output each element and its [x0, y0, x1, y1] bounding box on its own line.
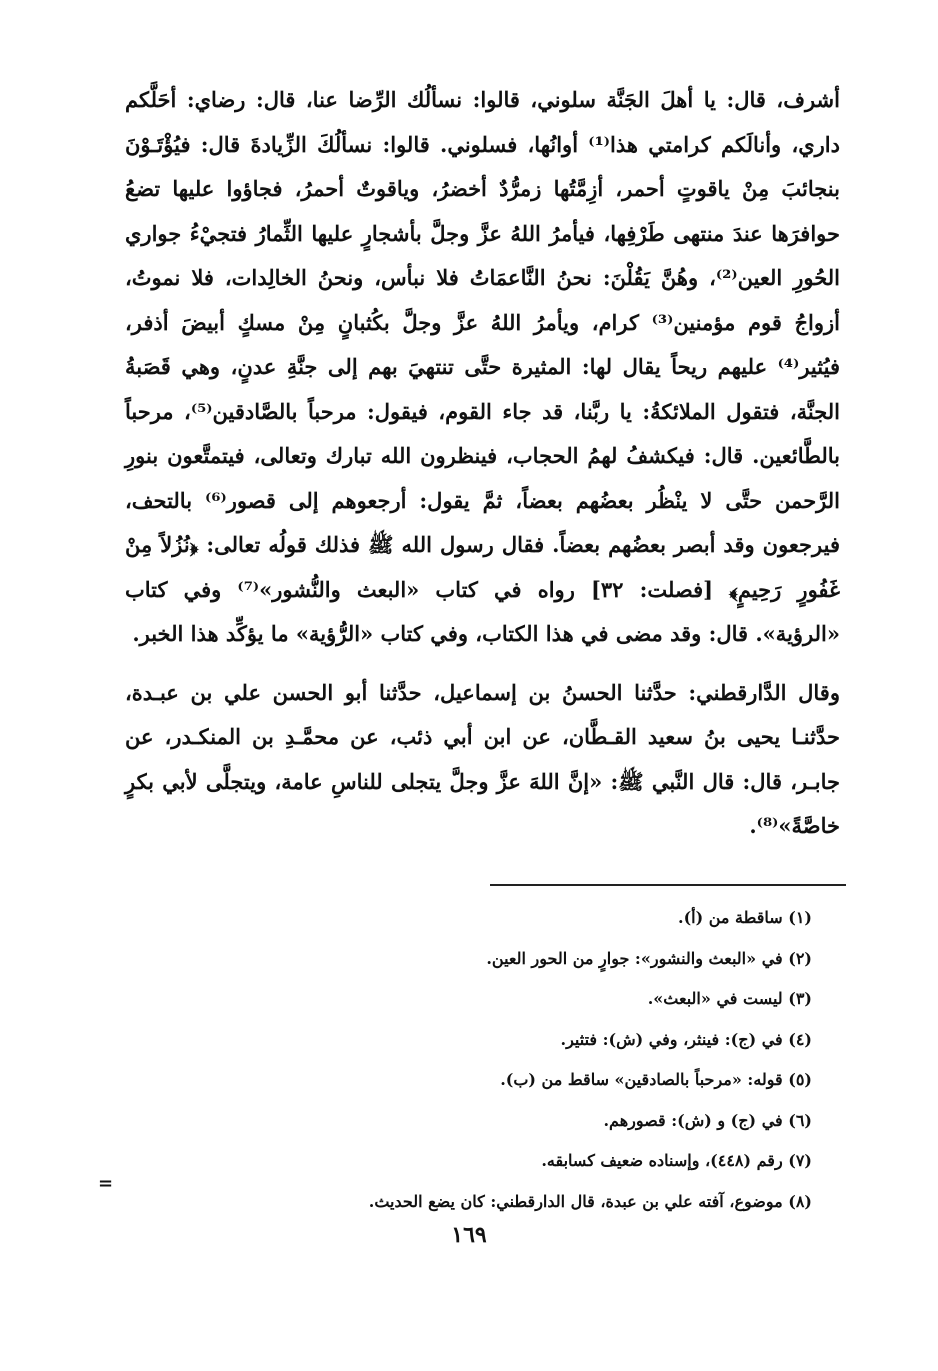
main-text — [125, 78, 840, 849]
footnote-4: (٤) في (ج): فينثر، وفي (ش): فتثير. — [560, 1029, 812, 1049]
footnote-3: (٣) ليست في «البعث». — [647, 989, 812, 1008]
page-number: ١٦٩ — [451, 1222, 487, 1248]
paragraph-2: وقال الدَّارقطني: حدَّثنا الحسنُ بن إسماعيل، حدَّثنا أبو الحسن علي بن عبـدة، حدَّثنـا يحيى بنُ سعيد القـطَّان، عن ابن أبي ذئب، عن محمَّـدِ بن المنكـدر، عن جابـر، قال: قال النَّبي ﷺ: «إنَّ اللهَ عزَّ وجلَّ يتجلى للناسِ عامة، ويتجلَّى لأبي بكرٍ خاصَّةً»⁽⁸⁾. — [125, 679, 840, 838]
footnote-separator — [490, 884, 846, 886]
footnote-8: (٨) موضوع، آفته علي بن عبدة، قال الدارقطني: كان يضع الحديث. — [368, 1191, 812, 1211]
footnote-6: (٦) في (ج) و (ش): قصورهم. — [603, 1110, 812, 1130]
paragraph-1: أشرف، قال: يا أهلَ الجَنَّة سلوني، قالوا: نسألُك الرِّضا عنا، قال: رضاي: أحَلَّكم داري، وأنالَكم كرامتي هذا⁽¹⁾ أوانُها، فسلوني. قالوا: نسألُكَ الزِّيادةَ قال: فيُؤْتَـوْنَ بنجائبَ مِنْ ياقوتٍ أحمر، أزِمَّتُها زمرُّدٌ أخضرُ، وياقوتٌ أحمرُ، فجاؤوا عليها تضعُ حوافرَها عندَ منتهى طَرْفِها، فيأمرُ اللهُ عزَّ وجلَّ بأشجارٍ عليها الثِّمارُ فتجيْءُ جواري الحُورِ العين⁽²⁾، وهُنَّ يَقُلْنَ: نحنُ النَّاعمَاتُ فلا نبأس، ونحنُ الخالِدات، فلا نموتُ، أزواجُ قوم مؤمنين⁽³⁾ كرام، ويأمرُ اللهُ عزَّ وجلَّ بكُثبانٍ مِنْ مسكٍ أبيضَ أذفر، فيُثير⁽⁴⁾ عليهم ريحاً يقال لها: المثيرة حتَّى تنتهيَ بهم إلى جنَّةِ عدنٍ، وهي قَصَبةُ الجنَّة، فتقول الملائكةُ: يا ربَّنا، قد جاء القوم، فيقول: مرحباً بالصَّادقين⁽⁵⁾، مرحباً بالطَّائعين. قال: فيكشفُ لهمُ الحجاب، فينظرون الله تبارك وتعالى، فيتمتَّعون بنورِ الرَّحمن حتَّى لا ينْظُر بعضُهم بعضاً، ثمَّ يقول: أرجعوهم إلى قصور⁽⁶⁾ بالتحف، فيرجعون وقد أبصر بعضُهم بعضاً. فقال رسول الله ﷺ فذلك قولُه تعالى: ﴿نُزُلاً مِنْ غَفُورٍ رَحِيمٍ﴾ [فصلت: ٣٢] رواه في كتاب «البعث والنُّشور»⁽⁷⁾ وفي كتاب «الرؤية». قال: وقد مضى في هذا الكتاب، وفي كتاب «الرُّؤية» ما يؤكِّد هذا الخبر. — [125, 87, 841, 646]
footnote-7: (٧) رقم (٤٤٨)، وإسناده ضعيف كسابقه. — [541, 1151, 812, 1170]
footnote-1: (١) ساقطة من (أ). — [678, 908, 812, 927]
continuation-mark: = — [98, 1173, 114, 1194]
footnote-5: (٥) قوله: «مرحباً بالصادقين» ساقط من (ب). — [500, 1070, 812, 1089]
footnotes — [132, 898, 812, 1222]
footnote-2: (٢) في «البعث والنشور»: جوارٍ من الحور العين. — [486, 948, 812, 968]
